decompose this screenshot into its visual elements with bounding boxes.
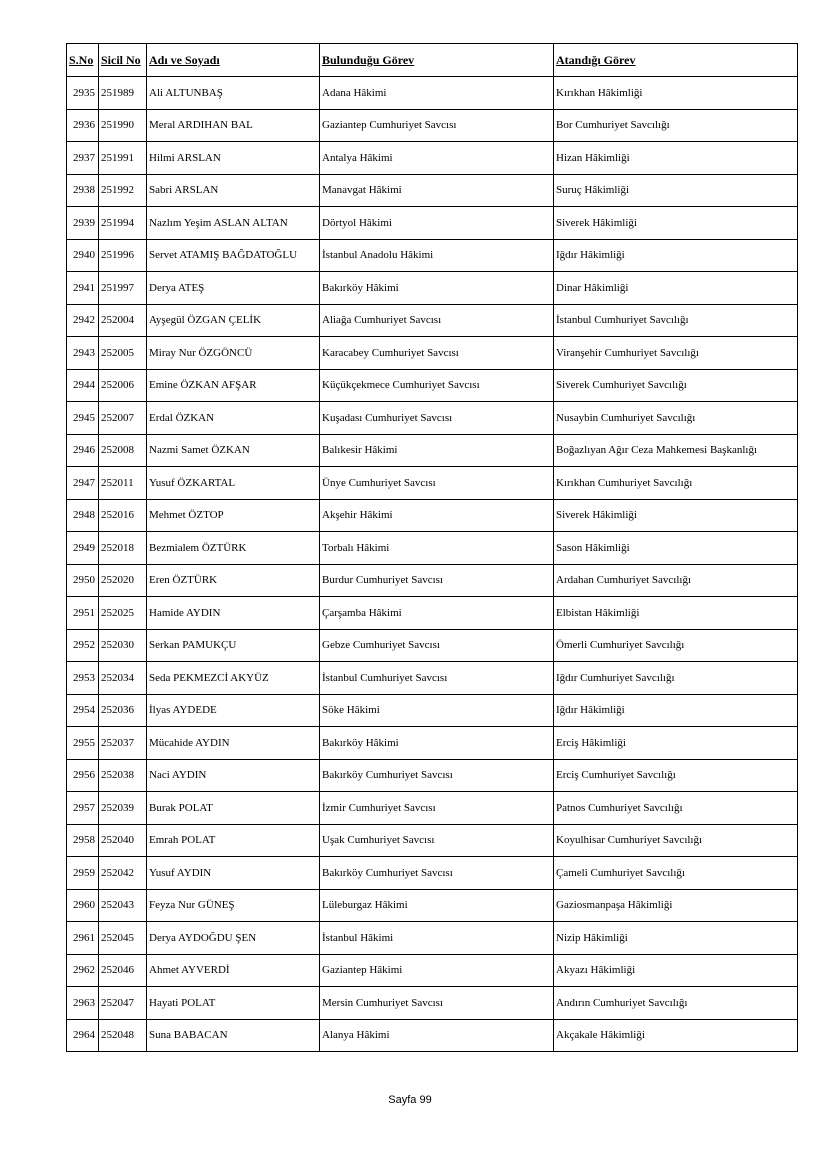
cell-assigned-position: Kırıkhan Cumhuriyet Savcılığı	[554, 467, 798, 500]
cell-sicil-no: 252038	[99, 759, 147, 792]
cell-current-position: Gebze Cumhuriyet Savcısı	[320, 629, 554, 662]
table-row	[67, 467, 798, 500]
cell-assigned-position: Ömerli Cumhuriyet Savcılığı	[554, 629, 798, 662]
cell-assigned-position: Hizan Hâkimliği	[554, 142, 798, 175]
cell-sno: 2964	[67, 1019, 99, 1052]
cell-assigned-position: Koyulhisar Cumhuriyet Savcılığı	[554, 824, 798, 857]
cell-current-position: Adana Hâkimi	[320, 77, 554, 110]
cell-assigned-position: Andırın Cumhuriyet Savcılığı	[554, 987, 798, 1020]
table-row	[67, 954, 798, 987]
cell-sicil-no: 252008	[99, 434, 147, 467]
cell-current-position: Bakırköy Hâkimi	[320, 727, 554, 760]
cell-current-position: Balıkesir Hâkimi	[320, 434, 554, 467]
table-row	[67, 304, 798, 337]
cell-sicil-no: 252018	[99, 532, 147, 565]
table-row	[67, 792, 798, 825]
cell-current-position: Gaziantep Cumhuriyet Savcısı	[320, 109, 554, 142]
cell-sicil-no: 252016	[99, 499, 147, 532]
cell-sno: 2949	[67, 532, 99, 565]
page-number: Sayfa 99	[388, 1094, 432, 1106]
appointment-table	[66, 43, 798, 1052]
cell-sno: 2942	[67, 304, 99, 337]
table-row	[67, 597, 798, 630]
cell-assigned-position: Çameli Cumhuriyet Savcılığı	[554, 857, 798, 890]
cell-assigned-position: Patnos Cumhuriyet Savcılığı	[554, 792, 798, 825]
cell-name: Nazlım Yeşim ASLAN ALTAN	[147, 207, 320, 240]
cell-sno: 2954	[67, 694, 99, 727]
header-row	[67, 44, 798, 77]
cell-sicil-no: 252043	[99, 889, 147, 922]
cell-assigned-position: Gaziosmanpaşa Hâkimliği	[554, 889, 798, 922]
cell-assigned-position: Boğazlıyan Ağır Ceza Mahkemesi Başkanlığı	[554, 434, 798, 467]
cell-sno: 2958	[67, 824, 99, 857]
table-row	[67, 889, 798, 922]
cell-sno: 2941	[67, 272, 99, 305]
cell-current-position: İstanbul Anadolu Hâkimi	[320, 239, 554, 272]
table-row	[67, 337, 798, 370]
table-row	[67, 402, 798, 435]
cell-name: Yusuf ÖZKARTAL	[147, 467, 320, 500]
cell-sicil-no: 251990	[99, 109, 147, 142]
table-row	[67, 759, 798, 792]
table-row	[67, 564, 798, 597]
table-row	[67, 142, 798, 175]
cell-current-position: İzmir Cumhuriyet Savcısı	[320, 792, 554, 825]
table-row	[67, 727, 798, 760]
cell-current-position: Torbalı Hâkimi	[320, 532, 554, 565]
cell-current-position: Çarşamba Hâkimi	[320, 597, 554, 630]
cell-name: Emrah POLAT	[147, 824, 320, 857]
cell-name: Miray Nur ÖZGÖNCÜ	[147, 337, 320, 370]
cell-name: Mücahide AYDIN	[147, 727, 320, 760]
cell-sno: 2955	[67, 727, 99, 760]
cell-current-position: Gaziantep Hâkimi	[320, 954, 554, 987]
cell-sicil-no: 252004	[99, 304, 147, 337]
cell-name: Meral ARDIHAN BAL	[147, 109, 320, 142]
cell-sicil-no: 252039	[99, 792, 147, 825]
cell-sicil-no: 252047	[99, 987, 147, 1020]
cell-name: Derya AYDOĞDU ŞEN	[147, 922, 320, 955]
cell-sno: 2938	[67, 174, 99, 207]
cell-assigned-position: Viranşehir Cumhuriyet Savcılığı	[554, 337, 798, 370]
cell-assigned-position: Nizip Hâkimliği	[554, 922, 798, 955]
table-row	[67, 987, 798, 1020]
table-row	[67, 109, 798, 142]
cell-assigned-position: Siverek Hâkimliği	[554, 207, 798, 240]
cell-name: Burak POLAT	[147, 792, 320, 825]
cell-sno: 2940	[67, 239, 99, 272]
cell-current-position: Kuşadası Cumhuriyet Savcısı	[320, 402, 554, 435]
table-row	[67, 532, 798, 565]
cell-name: Seda PEKMEZCİ AKYÜZ	[147, 662, 320, 695]
table-row	[67, 499, 798, 532]
cell-name: Hayati POLAT	[147, 987, 320, 1020]
table-row	[67, 434, 798, 467]
cell-current-position: Küçükçekmece Cumhuriyet Savcısı	[320, 369, 554, 402]
table-row	[67, 824, 798, 857]
cell-current-position: Bakırköy Cumhuriyet Savcısı	[320, 759, 554, 792]
cell-assigned-position: Ardahan Cumhuriyet Savcılığı	[554, 564, 798, 597]
cell-current-position: Lüleburgaz Hâkimi	[320, 889, 554, 922]
cell-current-position: Bakırköy Cumhuriyet Savcısı	[320, 857, 554, 890]
cell-assigned-position: Akçakale Hâkimliği	[554, 1019, 798, 1052]
cell-name: Erdal ÖZKAN	[147, 402, 320, 435]
cell-sno: 2959	[67, 857, 99, 890]
header-sno: S.No	[67, 44, 99, 77]
cell-name: Hamide AYDIN	[147, 597, 320, 630]
header-assigned-position: Atandığı Görev	[554, 44, 798, 77]
cell-current-position: Bakırköy Hâkimi	[320, 272, 554, 305]
cell-name: Ali ALTUNBAŞ	[147, 77, 320, 110]
cell-name: Serkan PAMUKÇU	[147, 629, 320, 662]
cell-sno: 2937	[67, 142, 99, 175]
cell-current-position: Karacabey Cumhuriyet Savcısı	[320, 337, 554, 370]
cell-sicil-no: 251989	[99, 77, 147, 110]
cell-sicil-no: 251996	[99, 239, 147, 272]
cell-current-position: Aliağa Cumhuriyet Savcısı	[320, 304, 554, 337]
cell-sno: 2961	[67, 922, 99, 955]
cell-assigned-position: Bor Cumhuriyet Savcılığı	[554, 109, 798, 142]
cell-sicil-no: 252005	[99, 337, 147, 370]
cell-name: Derya ATEŞ	[147, 272, 320, 305]
cell-sno: 2943	[67, 337, 99, 370]
cell-name: Suna BABACAN	[147, 1019, 320, 1052]
cell-sno: 2950	[67, 564, 99, 597]
cell-name: Emine ÖZKAN AFŞAR	[147, 369, 320, 402]
cell-assigned-position: Iğdır Hâkimliği	[554, 239, 798, 272]
cell-sicil-no: 251997	[99, 272, 147, 305]
cell-sicil-no: 252025	[99, 597, 147, 630]
cell-name: Nazmi Samet ÖZKAN	[147, 434, 320, 467]
cell-assigned-position: Iğdır Cumhuriyet Savcılığı	[554, 662, 798, 695]
cell-sno: 2960	[67, 889, 99, 922]
cell-current-position: Uşak Cumhuriyet Savcısı	[320, 824, 554, 857]
table-row	[67, 922, 798, 955]
cell-name: Ahmet AYVERDİ	[147, 954, 320, 987]
table-row	[67, 629, 798, 662]
table-body	[67, 77, 798, 1052]
cell-name: Eren ÖZTÜRK	[147, 564, 320, 597]
cell-sicil-no: 251994	[99, 207, 147, 240]
cell-sno: 2936	[67, 109, 99, 142]
cell-assigned-position: Siverek Hâkimliği	[554, 499, 798, 532]
cell-name: Hilmi ARSLAN	[147, 142, 320, 175]
cell-sicil-no: 252036	[99, 694, 147, 727]
cell-sicil-no: 252030	[99, 629, 147, 662]
table-row	[67, 77, 798, 110]
cell-sicil-no: 252048	[99, 1019, 147, 1052]
cell-sicil-no: 252006	[99, 369, 147, 402]
cell-sicil-no: 252011	[99, 467, 147, 500]
cell-assigned-position: Siverek Cumhuriyet Savcılığı	[554, 369, 798, 402]
table-row	[67, 174, 798, 207]
cell-sicil-no: 252007	[99, 402, 147, 435]
cell-name: Feyza Nur GÜNEŞ	[147, 889, 320, 922]
cell-sicil-no: 252040	[99, 824, 147, 857]
cell-sicil-no: 252034	[99, 662, 147, 695]
cell-assigned-position: Kırıkhan Hâkimliği	[554, 77, 798, 110]
header-name: Adı ve Soyadı	[147, 44, 320, 77]
cell-assigned-position: İstanbul Cumhuriyet Savcılığı	[554, 304, 798, 337]
cell-assigned-position: Nusaybin Cumhuriyet Savcılığı	[554, 402, 798, 435]
cell-sicil-no: 252042	[99, 857, 147, 890]
table-row	[67, 272, 798, 305]
cell-sno: 2956	[67, 759, 99, 792]
cell-sno: 2951	[67, 597, 99, 630]
cell-sno: 2935	[67, 77, 99, 110]
cell-sno: 2939	[67, 207, 99, 240]
table-row	[67, 239, 798, 272]
cell-sicil-no: 252020	[99, 564, 147, 597]
header-current-position: Bulunduğu Görev	[320, 44, 554, 77]
cell-assigned-position: Suruç Hâkimliği	[554, 174, 798, 207]
table-row	[67, 207, 798, 240]
cell-name: Ayşegül ÖZGAN ÇELİK	[147, 304, 320, 337]
table-row	[67, 857, 798, 890]
table-row	[67, 369, 798, 402]
cell-sno: 2944	[67, 369, 99, 402]
cell-name: Naci AYDIN	[147, 759, 320, 792]
cell-current-position: Manavgat Hâkimi	[320, 174, 554, 207]
cell-name: Yusuf AYDIN	[147, 857, 320, 890]
cell-sicil-no: 252037	[99, 727, 147, 760]
cell-assigned-position: Elbistan Hâkimliği	[554, 597, 798, 630]
cell-current-position: Mersin Cumhuriyet Savcısı	[320, 987, 554, 1020]
header-sicil-no: Sicil No	[99, 44, 147, 77]
cell-current-position: Dörtyol Hâkimi	[320, 207, 554, 240]
cell-sno: 2952	[67, 629, 99, 662]
cell-assigned-position: Iğdır Hâkimliği	[554, 694, 798, 727]
cell-current-position: İstanbul Cumhuriyet Savcısı	[320, 662, 554, 695]
cell-sno: 2953	[67, 662, 99, 695]
cell-current-position: Söke Hâkimi	[320, 694, 554, 727]
cell-sno: 2962	[67, 954, 99, 987]
cell-assigned-position: Akyazı Hâkimliği	[554, 954, 798, 987]
cell-name: Mehmet ÖZTOP	[147, 499, 320, 532]
cell-sicil-no: 252046	[99, 954, 147, 987]
cell-sno: 2948	[67, 499, 99, 532]
cell-sno: 2946	[67, 434, 99, 467]
cell-sicil-no: 251991	[99, 142, 147, 175]
cell-sno: 2957	[67, 792, 99, 825]
cell-assigned-position: Erciş Hâkimliği	[554, 727, 798, 760]
cell-sno: 2947	[67, 467, 99, 500]
cell-name: İlyas AYDEDE	[147, 694, 320, 727]
table-row	[67, 1019, 798, 1052]
cell-sicil-no: 252045	[99, 922, 147, 955]
cell-sno: 2945	[67, 402, 99, 435]
cell-current-position: Burdur Cumhuriyet Savcısı	[320, 564, 554, 597]
cell-assigned-position: Erciş Cumhuriyet Savcılığı	[554, 759, 798, 792]
cell-current-position: İstanbul Hâkimi	[320, 922, 554, 955]
cell-assigned-position: Dinar Hâkimliği	[554, 272, 798, 305]
cell-current-position: Alanya Hâkimi	[320, 1019, 554, 1052]
table-header	[67, 44, 798, 77]
cell-current-position: Akşehir Hâkimi	[320, 499, 554, 532]
cell-sicil-no: 251992	[99, 174, 147, 207]
cell-current-position: Antalya Hâkimi	[320, 142, 554, 175]
cell-name: Servet ATAMIŞ BAĞDATOĞLU	[147, 239, 320, 272]
cell-name: Sabri ARSLAN	[147, 174, 320, 207]
table-row	[67, 694, 798, 727]
cell-sno: 2963	[67, 987, 99, 1020]
cell-name: Bezmialem ÖZTÜRK	[147, 532, 320, 565]
cell-assigned-position: Sason Hâkimliği	[554, 532, 798, 565]
cell-current-position: Ünye Cumhuriyet Savcısı	[320, 467, 554, 500]
table-row	[67, 662, 798, 695]
